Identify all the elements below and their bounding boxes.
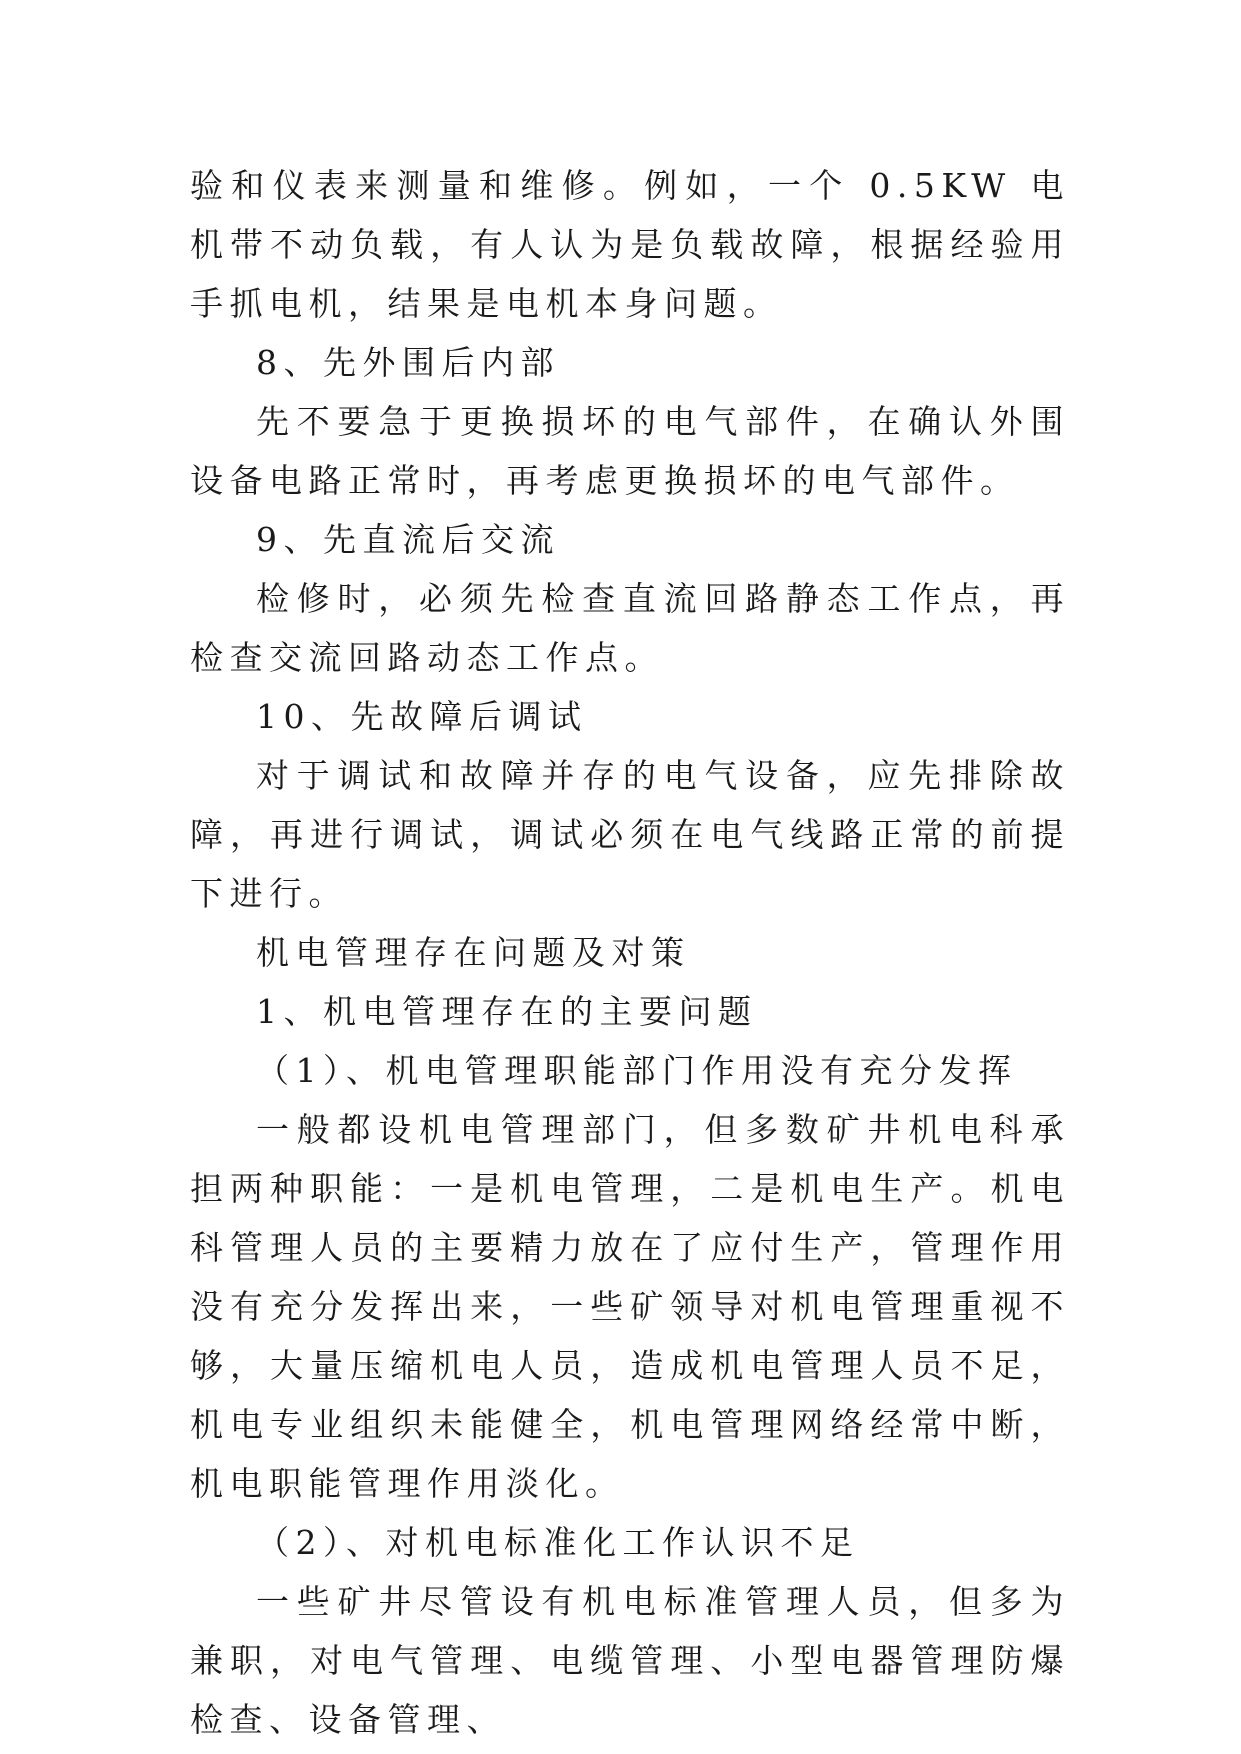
paragraph: 检修时，必须先检查直流回路静态工作点，再检查交流回路动态工作点。: [190, 579, 1070, 677]
paragraph: 对于调试和故障并存的电气设备，应先排除故障，再进行调试，调试必须在电气线路正常的前提下进行。: [190, 756, 1070, 913]
paragraph: 验和仪表来测量和维修。例如，一个 0.5KW 电机带不动负载，有人认为是负载故障，根据经验用手抓电机，结果是电机本身问题。: [190, 166, 1070, 323]
section-heading: 机电管理存在问题及对策: [256, 933, 691, 972]
section-heading: 1、机电管理存在的主要问题: [256, 992, 758, 1031]
paragraph: 一些矿井尽管设有机电标准管理人员，但多为兼职，对电气管理、电缆管理、小型电器管理防爆检查、设备管理、: [190, 1582, 1070, 1739]
subsection-heading: （2）、对机电标准化工作认识不足: [256, 1523, 860, 1562]
document-body: [190, 156, 1070, 1749]
subsection-heading: （1）、机电管理职能部门作用没有充分发挥: [256, 1051, 1018, 1090]
paragraph: 先不要急于更换损坏的电气部件，在确认外围设备电路正常时，再考虑更换损坏的电气部件。: [190, 402, 1070, 500]
section-heading: 10、先故障后调试: [256, 697, 588, 736]
section-heading: 8、先外围后内部: [256, 343, 560, 382]
paragraph: 一般都设机电管理部门，但多数矿井机电科承担两种职能：一是机电管理，二是机电生产。机电科管理人员的主要精力放在了应付生产，管理作用没有充分发挥出来，一些矿领导对机电管理重视不够，大量压缩机电人员，造成机电管理人员不足，机电专业组织未能健全，机电管理网络经常中断，机电职能管理作用淡化。: [190, 1110, 1070, 1503]
section-heading: 9、先直流后交流: [256, 520, 560, 559]
